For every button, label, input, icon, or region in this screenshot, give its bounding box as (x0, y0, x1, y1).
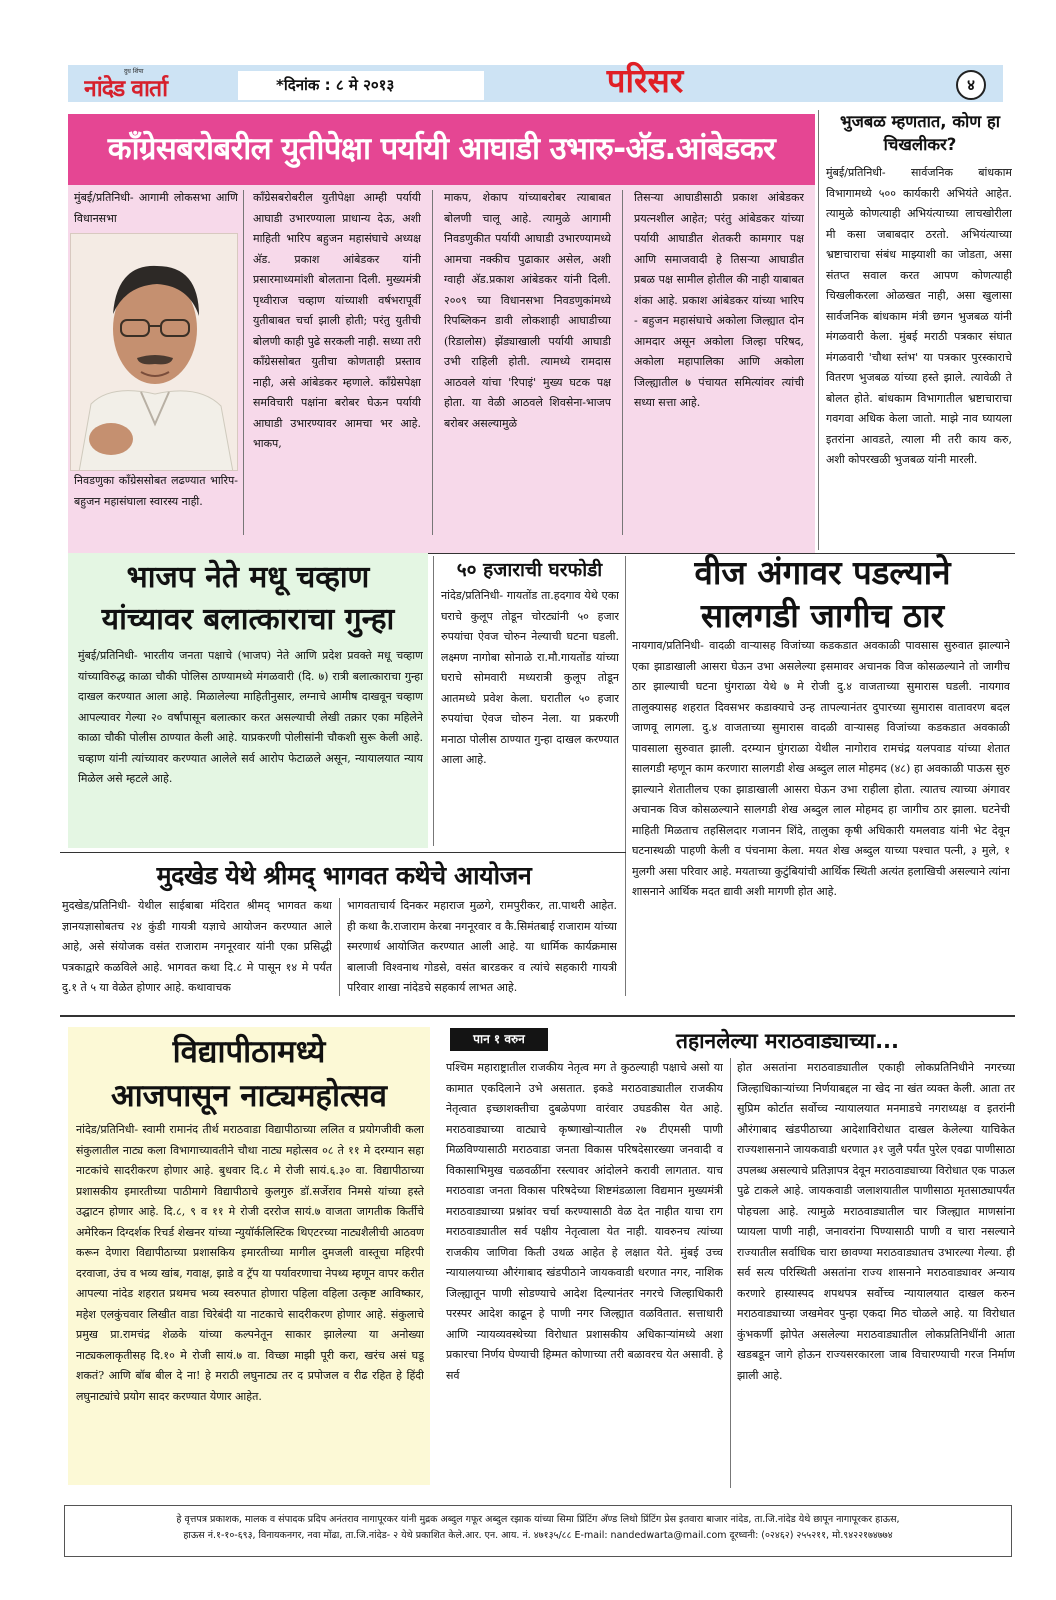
continued-headline: तहानलेल्या मराठवाड्याच्या... (675, 1029, 899, 1053)
issue-date: *दिनांक : ८ मे २०१३ (238, 71, 484, 100)
section-title: परिसर (606, 61, 684, 100)
lead-column-1-bottom (74, 471, 238, 512)
ambedkar-photo (70, 233, 238, 471)
bjp-text: मुंबई/प्रतिनिधी- भारतीय जनता पक्षाचे (भाजप) नेते आणि प्रदेश प्रवक्ते मधू चव्हाण यांच्याविरुद्ध काळा चौकी पोलिस ठाण्यामध्ये मंगळवारी (दि. ७) रात्री बलात्काराचा गुन्हा दाखल करण्यात आला आहे. मिळालेल्या माहितीनुसार, लग्नाचे आमीष दाखवून चव्हाण आपल्यावर गेल्या २० वर्षांपासून बलात्कार करत असल्याची लेखी तक्रार एका महिलेने काळा चौकी पोलीस ठाण्यात केली आहे. याप्रकरणी पोलीसांनी चौकशी सुरू केली आहे. चव्हाण यांनी त्यांच्यावर करण्यात आलेले सर्व आरोप फेटाळले असून, न्यायालयात न्याय मिळेल असे म्हटले आहे. (78, 649, 423, 785)
lead-column-2 (253, 188, 421, 455)
university-body (76, 1120, 424, 1407)
mudkhed-column-1 (62, 896, 332, 999)
university-text: नांदेड/प्रतिनिधी- स्वामी रामानंद तीर्थ मराठवाडा विद्यापीठाच्या ललित व प्रयोगजीवी कला संकुलातील नाट्य कला विभागाच्यावतीने चौथा नाट्य महोत्सव ०८ ते ११ मे दरम्यान सहा नाटकांचे सादरीकरण होणार आहे. बुधवार दि.८ मे रोजी सायं.६.३० वा. विद्यापीठाच्या प्रशासकीय इमारतीच्या पाठीमागे विद्यापीठाचे कुलगुरु डॉ.सर्जेराव निमसे यांच्या हस्ते उद्घाटन होणार आहे. दि.८, ९ व ११ मे रोजी दररोज सायं.७ वाजता जागतीक किर्तीचे अमेरिकन दिग्दर्शक रिचर्ड शेखनर यांच्या न्युयॉर्कलिस्टिक थिएटरच्या नाट्यशैलीची आठवण करून देणारा विद्यापीठाच्या प्रशासकिय इमारतीच्या मागील दुमजली वास्तूचा महिरपी दरवाजा, उंच व भव्य खांब, गवाक्ष, झाडे व ट्रॅप या पर्यावरणाचा नेपथ्य म्हणून वापर करीत आपल्या नांदेड शहरात प्रथमच भव्य स्वरुपात होणारा पहिला वहिला उत्कृष्ट आविष्कार, महेश एलकुंचवार लिखीत वाडा चिरेबंदी या नाटकाचे सादरीकरण होणार आहे. संकुलाचे प्रमुख प्रा.रामचंद्र शेळके यांच्या कल्पनेतून साकार झालेल्या या अनोख्या नाट्यकलाकृतीसह दि.१० मे रोजी सायं.७ वा. विच्छा माझी पूरी करा, खरंच असं घडू शकतं? आणि बॉब बील दे ना! हे मराठी लघुनाट्य तर द प्रपोजल व रीढ रहित हे हिंदी लघुनाट्यांचे प्रयोग सादर करण्यात येणार आहेत. (76, 1123, 424, 1403)
lightning-headline-line-1: वीज अंगावर पडल्याने (694, 553, 951, 592)
bhujbal-headline: भुजबळ म्हणतात, कोण हा चिखलीकर? (840, 112, 1000, 154)
mudkhed-text: भागवताचार्य दिनकर महाराज मुळगे, रामपुरीकर, ता.पाथरी आहेत. ही कथा कै.राजाराम केरबा नगनूरवार व कै.सिमंतबाई राजाराम यांच्या स्मरणार्थ आयोजित करण्यात आली आहे. या धार्मिक कार्यक्रमास बालाजी विश्वनाथ गोडसे, वसंत बारडकर व त्यांचे सहकारी गायत्री परिवार शाखा नांदेडचे सहकार्य लाभत आहे. (347, 899, 617, 994)
lead-column-1-top (74, 188, 238, 229)
column-divider (625, 556, 626, 996)
bjp-headline (68, 557, 428, 642)
burglary-body (441, 586, 619, 771)
newspaper-logo (84, 67, 209, 99)
lead-column-3 (444, 188, 611, 434)
lead-headline: काँग्रेसबरोबरील युतीपेक्षा पर्यायी आघाडी उभारु-अ‍ॅड.आंबेडकर (68, 114, 815, 185)
logo-text: नांदेड वार्ता (84, 76, 168, 99)
burglary-headline: ५० हजाराची घरफोडी (456, 559, 603, 581)
mudkhed-headline: मुदखेड येथे श्रीमद् भागवत कथेचे आयोजन (156, 861, 532, 890)
mudkhed-column-2 (347, 896, 617, 999)
lead-text: तिसऱ्या आघाडीसाठी प्रकाश आंबेडकर प्रयत्नशील आहेत; परंतु आंबेडकर यांच्या पर्यायी आघाडीत शेतकरी कामगार पक्ष आणि समाजवादी हे तिसऱ्या आघाडीत प्रबळ पक्ष सामील होतील की नाही याबाबत शंका आहे. प्रकाश आंबेडकर यांच्या भारिप - बहुजन महासंघाचे अकोला जिल्ह्यात दोन आमदार असून अकोला जिल्हा परिषद, अकोला महापालिका आणि अकोला जिल्ह्यातील ७ पंचायत समित्यांवर त्यांची सध्या सत्ता आहे. (634, 191, 804, 409)
bhujbal-text: मुंबई/प्रतिनिधी- सार्वजनिक बांधकाम विभागामध्ये ५०० कार्यकारी अभियंते आहेत. त्यामुळे कोणत्याही अभियंत्याच्या लाचखोरीला मी कसा जबाबदार ठरतो. अभियंत्याच्या भ्रष्टाचाराचा संबंध माझ्याशी का जोडता, असा संतप्त सवाल करत आपण कोणत्याही चिखलीकरला ओळखत नाही, असा खुलासा सार्वजनिक बांधकाम मंत्री छगन भुजबळ यांनी मंगळवारी केला. मुंबई मराठी पत्रकार संघात मंगळवारी 'चौथा स्तंभ' या पत्रकार पुरस्काराचे वितरण भुजबळ यांच्या हस्ते झाले. त्यावेळी ते बोलत होते. बांधकाम विभागातील भ्रष्टाचाराचा गवगवा अधिक केला जातो. माझे नाव घ्यायला इतरांना आवडते, त्याला मी तरी काय करु, अशी कोपरखळी भुजबळ यांनी मारली. (826, 166, 1012, 466)
column-divider (433, 556, 434, 846)
column-divider (243, 190, 244, 535)
bhujbal-body (826, 163, 1012, 471)
lead-text: मुंबई/प्रतिनिधी- आगामी लोकसभा आणि विधानसभा (74, 191, 238, 225)
university-headline-line-1: विद्यापीठामध्ये (172, 1034, 326, 1070)
portrait-illustration (71, 234, 238, 471)
imprint-line-1: हे वृत्तपत्र प्रकाशक, मालक व संपादक प्रदिप अनंतराव नागापूरकर यांनी मुद्रक अब्दुल गफूर अब्दुल रझाक यांच्या सिमा प्रिंटिंग अ‍ॅण्ड लिथो प्रिंटिंग प्रेस इतवारा बाजार नांदेड, ता.जि.नांदेड येथे छापून नागापूरकर हाऊस, (176, 1514, 900, 1525)
page-number: ४ (956, 70, 986, 100)
burglary-text: नांदेड/प्रतिनिधी- गायतोंड ता.हदगाव येथे एका घराचे कुलूप तोडून चोरट्यांनी ५० हजार रुपयांचा ऐवज चोरुन नेल्याची घटना घडली. लक्ष्मण नागोबा सोनाळे रा.मौ.गायतोंड यांच्या घराचे सोमवारी मध्यरात्री कुलूप तोडून आतमध्ये प्रवेश केला. घरातील ५० हजार रुपयांचा ऐवज चोरुन नेला. या प्रकरणी मनाठा पोलीस ठाण्यात गुन्हा दाखल करण्यात आला आहे. (441, 589, 619, 766)
university-headline-line-2: आजपासून नाट्यमहोत्सव (110, 1078, 388, 1114)
lightning-body (632, 636, 1010, 903)
lead-text: काँग्रेसबरोबरील युतीपेक्षा आम्ही पर्यायी आघाडी उभारण्याला प्राधान्य देऊ, अशी माहिती भारिप बहुजन महासंघाचे अध्यक्ष अ‍ॅड. प्रकाश आंबेडकर यांनी प्रसारमाध्यमांशी बोलताना दिली. मुख्यमंत्री पृथ्वीराज चव्हाण यांच्याशी वर्षभरापूर्वी युतीबाबत चर्चा झाली होती; परंतु युतीची बोलणी काही पुढे सरकली नाही. सध्या तरी काँग्रेससोबत युतीचा कोणताही प्रस्ताव नाही, असे आंबेडकर म्हणाले. काँग्रेसपेक्षा समविचारी पक्षांना बरोबर घेऊन पर्यायी आघाडी उभारण्यावर आमचा भर आहे. भाकप, (253, 191, 421, 450)
lightning-text: नायगाव/प्रतिनिधी- वादळी वाऱ्यासह विजांच्या कडकडात अवकाळी पावसास सुरुवात झाल्याने एका झाडाखाली आसरा घेऊन उभा असलेल्या इसमावर अचानक विज कोसळल्याने तो जागीच ठार झाल्याची घटना घुंगराळा येथे ७ मे रोजी दु.४ वाजताच्या सुमारास घडली. नायगाव तालुक्यासह शहरात दिवसभर कडाक्याचे उन्ह तापल्यानंतर दुपारच्या सुमारास वातावरण बदल जाणवू लागला. दु.४ वाजताच्या सुमारास वादळी वाऱ्यासह विजांच्या कडकडात अवकाळी पावसाला सुरुवात झाली. दरम्यान घुंगराळा येथील नागोराव रामचंद्र यलपवाड यांच्या शेतात सालगडी म्हणून काम करणारा सालगडी शेख अब्दुल लाल मोहमद (४८) हा अवकाळी पाऊस सुरु झाल्याने शेतातीलच एका झाडाखाली आसरा घेऊन उभा राहीला होता. त्यातच त्याच्या अंगावर अचानक विज कोसळल्याने सालगडी शेख अब्दुल लाल मोहमद हा जागीच ठार झाला. घटनेची माहिती मिळताच तहसिलदार गजानन शिंदे, तालुका कृषी अधिकारी यमलवाड यांनी भेट देवून घटनास्थळी पाहणी केली व पंचनामा केला. मयत शेख अब्दुल याच्या पश्चात पत्नी, ३ मुले, १ मुलगी असा परिवार आहे. मयताच्या कुटुंबियांची आर्थिक स्थिती अत्यंत हलाखिची असल्याने त्यांना शासनाने आर्थिक मदत द्यावी अशी मागणी होत आहे. (632, 639, 1010, 898)
section-divider (60, 1015, 1015, 1017)
column-divider (339, 898, 340, 996)
imprint-footer (64, 1505, 1012, 1557)
university-headline (68, 1030, 430, 1118)
lightning-headline-line-2: सालगडी जागीच ठार (700, 596, 945, 635)
lightning-headline (630, 551, 1015, 636)
lead-text: निवडणुका काँग्रेससोबत लढण्यात भारिप- बहुजन महासंघाला स्वारस्य नाही. (74, 474, 238, 508)
continued-tag: पान १ वरुन (450, 1028, 548, 1051)
continued-text: होत असतांना मराठवाड्यातील एकाही लोकप्रतिनिधीने नगरच्या जिल्हाधिकाऱ्यांच्या निर्णयाबद्दल ना खेद ना खंत व्यक्त केली. आता तर सुप्रिम कोर्टात सर्वोच्च न्यायालयात मनमाडचे नगराध्यक्ष व इतरांनी औरंगाबाद खंडपीठाच्या आदेशाविरोधात दाखल केलेल्या याचिकेत राज्यशासनाने जायकवाडी धरणात ३१ जुलै पर्यंत पुरेल एवढा पाणीसाठा उपलब्ध असल्याचे प्रतिज्ञापत्र देवून मराठवाड्याच्या विरोधात एक पाऊल पुढे टाकले आहे. जायकवाडी जलाशयातील पाणीसाठा मृतसाठ्यापर्यंत पोहचला आहे. त्यामुळे मराठवाड्यातील चार जिल्ह्यात माणसांना प्यायला पाणी नाही, जनावरांना पिण्यासाठी पाणी व चारा नसल्याने राज्यातील सर्वाधिक चारा छावण्या मराठवाड्यातच उभारल्या गेल्या. ही सर्व सत्य परिस्थिती असतांना राज्य शासनाने मराठवाड्यावर अन्याय करणारे हास्यास्पद शपथपत्र सर्वोच्च न्यायालयात दाखल करुन मराठवाड्याच्या जखमेवर पुन्हा एकदा मिठ चोळले आहे. या विरोधात कुंभकर्णी झोपेत असलेल्या मराठवाड्यातील लोकप्रतिनिधींनी आता खडबडून जागे होऊन राज्यसरकारला जाब विचारण्याची गरज निर्माण झाली आहे. (737, 1061, 1015, 1382)
column-divider (818, 110, 819, 550)
bjp-body (78, 646, 423, 790)
column-divider (730, 1058, 731, 1488)
bjp-headline-line-2: यांच्यावर बलात्काराचा गुन्हा (101, 602, 395, 637)
section-divider (60, 852, 626, 853)
bjp-headline-line-1: भाजप नेते मधू चव्हाण (126, 560, 370, 595)
logo-tagline: दुध शिंपा (124, 68, 144, 75)
mudkhed-text: मुदखेड/प्रतिनिधी- येथील साईबाबा मंदिरात श्रीमद् भागवत कथा ज्ञानयज्ञासोबतच २४ कुंडी गायत्री यज्ञाचे आयोजन करण्यात आले आहे, असे संयोजक वसंत राजाराम नगनूरवार यांनी एका प्रसिद्धी पत्रकाद्वारे कळविले आहे. भागवत कथा दि.८ मे पासून १४ मे पर्यंत दु.१ ते ५ या वेळेत होणार आहे. कथावाचक (62, 899, 332, 994)
lead-column-4 (634, 188, 804, 414)
continued-text: पश्चिम महाराष्ट्रातील राजकीय नेतृत्व मग ते कुठल्याही पक्षाचे असो या कामात एकदिलाने उभे असतात. इकडे मराठवाड्यातील राजकीय नेतृत्वात इच्छाशक्तीचा दुबळेपणा वारंवार उघडकीस येत आहे. मराठवाड्याच्या वाट्याचे कृष्णाखोऱ्यातील २७ टीएमसी पाणी मिळविण्यासाठी मराठवाडा जनता विकास परिषदेसारख्या जनवादी व विकासाभिमुख चळवळींना रस्त्यावर आंदोलने करावी लागतात. याच मराठवाडा जनता विकास परिषदेच्या शिष्टमंडळाला विद्यमान मुख्यमंत्री मराठवाड्याच्या प्रश्नांवर चर्चा करण्यासाठी वेळ देत नाहीत याचा राग मराठवाड्यातील सर्व पक्षीय नेतृत्वाला येत नाही. यावरुनच त्यांच्या राजकीय जाणिवा किती उथळ आहेत हे लक्षात येते. मुंबई उच्च न्यायालयाच्या औरंगाबाद खंडपीठाने जायकवाडी धरणात नगर, नाशिक जिल्ह्यातून पाणी सोडण्याचे आदेश दिल्यानंतर नगरचे जिल्हाधिकारी परस्पर आदेश काढून हे पाणी नगर जिल्ह्यात वळवितात. सत्ताधारी आणि न्यायव्यवस्थेच्या विरोधात प्रशासकीय अधिकाऱ्यांमध्ये अशा प्रकारचा निर्णय घेण्याची हिम्मत कोणाच्या तरी बळावरच येत असावी. हे सर्व (446, 1061, 723, 1382)
column-divider (432, 190, 433, 535)
continued-column-1 (446, 1058, 723, 1386)
continued-column-2 (737, 1058, 1015, 1386)
column-divider (622, 190, 623, 535)
lead-text: माकप, शेकाप यांच्याबरोबर त्याबाबत बोलणी चालू आहे. त्यामुळे आगामी निवडणुकीत पर्यायी आघाडी उभारण्यामध्ये आमचा नक्कीच पुढाकार असेल, अशी ग्वाही अ‍ॅड.प्रकाश आंबेडकर यांनी दिली. २००९ च्या विधानसभा निवडणुकांमध्ये रिपब्लिकन डावी लोकशाही आघाडीच्या (रिडालोस) झेंड्याखाली पर्यायी आघाडी उभी राहिली होती. त्यामध्ये रामदास आठवले यांचा 'रिपाइं' मुख्य घटक पक्ष होता. या वेळी आठवले शिवसेना-भाजप बरोबर असल्यामुळे (444, 191, 611, 430)
imprint-line-2: हाऊस नं.१-१०-६९३, विनायकनगर, नवा मोंढा, ता.जि.नांदेड- २ येथे प्रकाशित केले.आर. एन. आय. नं. ४७१३५/८८ E-mail: nandedwarta@mail.com दूरध्वनी: (०२४६२) २५५२११, मो.९४२२१७४७७४ (183, 1530, 893, 1541)
